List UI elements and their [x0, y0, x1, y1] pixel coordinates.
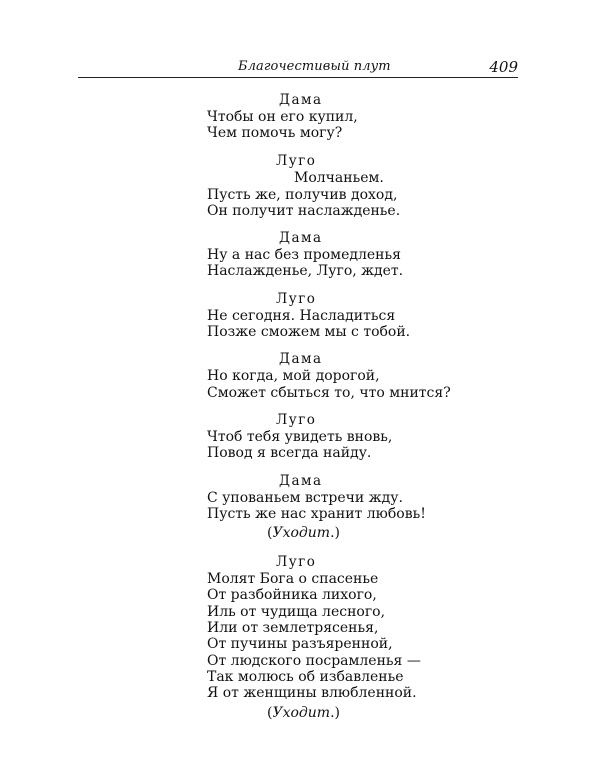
verse-line: Иль от чудища лесного,	[207, 603, 386, 620]
verse-line: Чтобы он его купил,	[207, 109, 358, 125]
verse-line: От разбойника лихого,	[207, 587, 377, 604]
play-text	[207, 92, 507, 734]
verse-line: Пусть же нас хранит любовь!	[207, 505, 426, 522]
verse-line: Повод я всегда найду.	[207, 445, 372, 462]
speaker-name: Луго	[276, 411, 317, 428]
stage-direction: Молчаньем.	[294, 169, 384, 186]
speech-block	[207, 554, 507, 722]
speaker-name: Луго	[276, 290, 317, 307]
verse-line: Наслажденье, Луго, ждет.	[207, 263, 404, 280]
running-header	[78, 59, 518, 78]
speaker-name: Луго	[276, 152, 317, 169]
verse-line: С упованьем встречи жду.	[207, 489, 403, 506]
speech-block	[207, 351, 507, 401]
verse-line: Но когда, мой дорогой,	[207, 368, 380, 385]
verse-line: Так молюсь об избавленье	[207, 668, 404, 685]
verse-line: Чем помочь могу?	[207, 125, 343, 142]
speaker-name: Дама	[279, 230, 323, 247]
verse-line: Не сегодня. Насладиться	[207, 307, 396, 324]
verse-line: Молят Бога о спасенье	[207, 571, 379, 588]
verse-line: Пусть же, получив доход,	[207, 186, 398, 203]
verse-line: Чтоб тебя увидеть вновь,	[207, 428, 393, 445]
verse-line: Или от землетрясенья,	[207, 620, 379, 637]
speaker-name: Луго	[276, 554, 317, 571]
speaker-name: Дама	[279, 92, 323, 108]
speech-block	[207, 412, 507, 462]
speech-block	[207, 153, 507, 220]
speech-block	[207, 92, 507, 142]
verse-line: Позже сможем мы с тобой.	[207, 324, 411, 341]
verse-line: Я от женщины влюбленной.	[207, 685, 417, 702]
speaker-name: Дама	[279, 351, 323, 368]
verse-line: От людского посрамленья —	[207, 652, 421, 669]
exit-direction: (Уходит.)	[267, 704, 340, 721]
verse-line: Он получит наслажденье.	[207, 202, 401, 219]
speech-block	[207, 230, 507, 280]
speech-block	[207, 473, 507, 544]
exit-direction: (Уходит.)	[267, 525, 340, 542]
verse-line: От пучины разъяренной,	[207, 636, 393, 653]
verse-line: Сможет сбыться то, что мнится?	[207, 384, 451, 401]
verse-line: Ну а нас без промедленья	[207, 247, 401, 264]
page-number: 409	[489, 58, 518, 76]
speaker-name: Дама	[279, 472, 323, 489]
speech-block	[207, 291, 507, 341]
running-title: Благочестивый плут	[238, 59, 391, 74]
